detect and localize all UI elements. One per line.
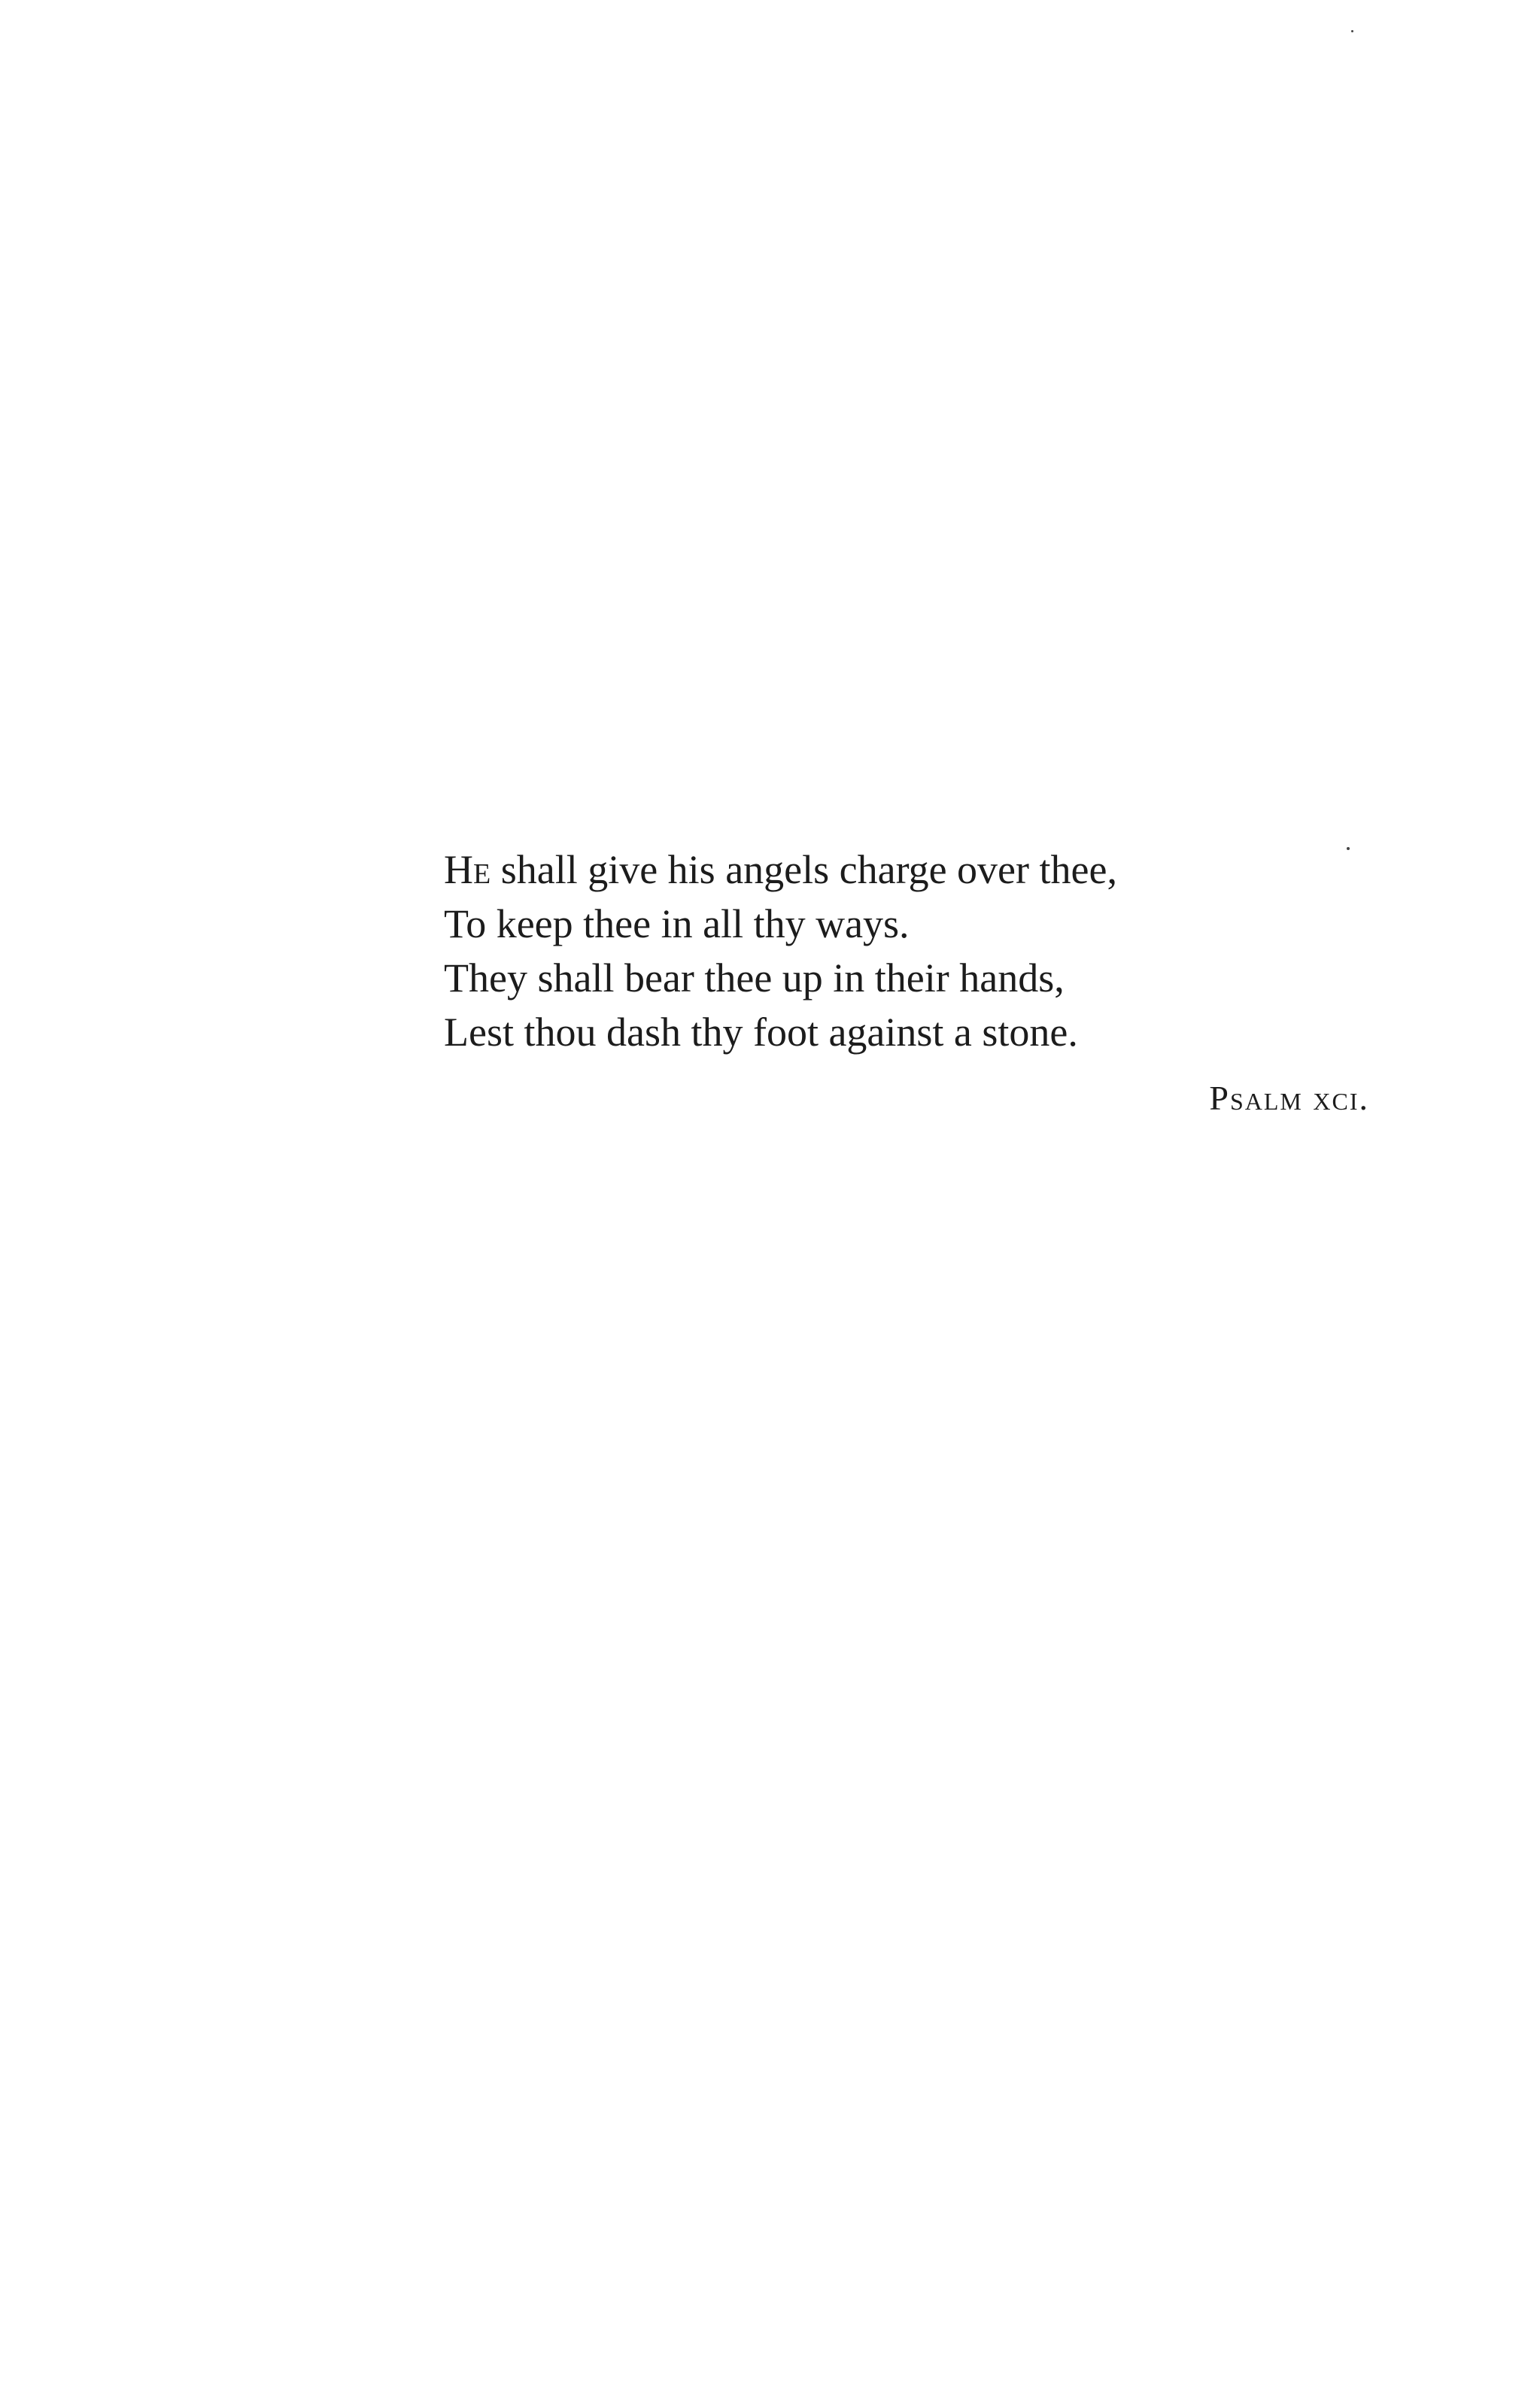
epigraph [444,843,1377,1121]
verse-line-2: To keep thee in all thy ways. [444,901,910,946]
verse-line-1-lead: He [444,847,491,892]
verse-line-1-rest: shall give his angels charge over thee, [491,847,1117,892]
attribution: Psalm xci. [1209,1079,1369,1117]
scan-speck [1351,30,1353,32]
verse-line-1 [444,843,1377,897]
verse-line-3: They shall bear thee up in their hands, [444,955,1065,1001]
verse-line-4: Lest thou dash thy foot against a stone. [444,1010,1078,1055]
